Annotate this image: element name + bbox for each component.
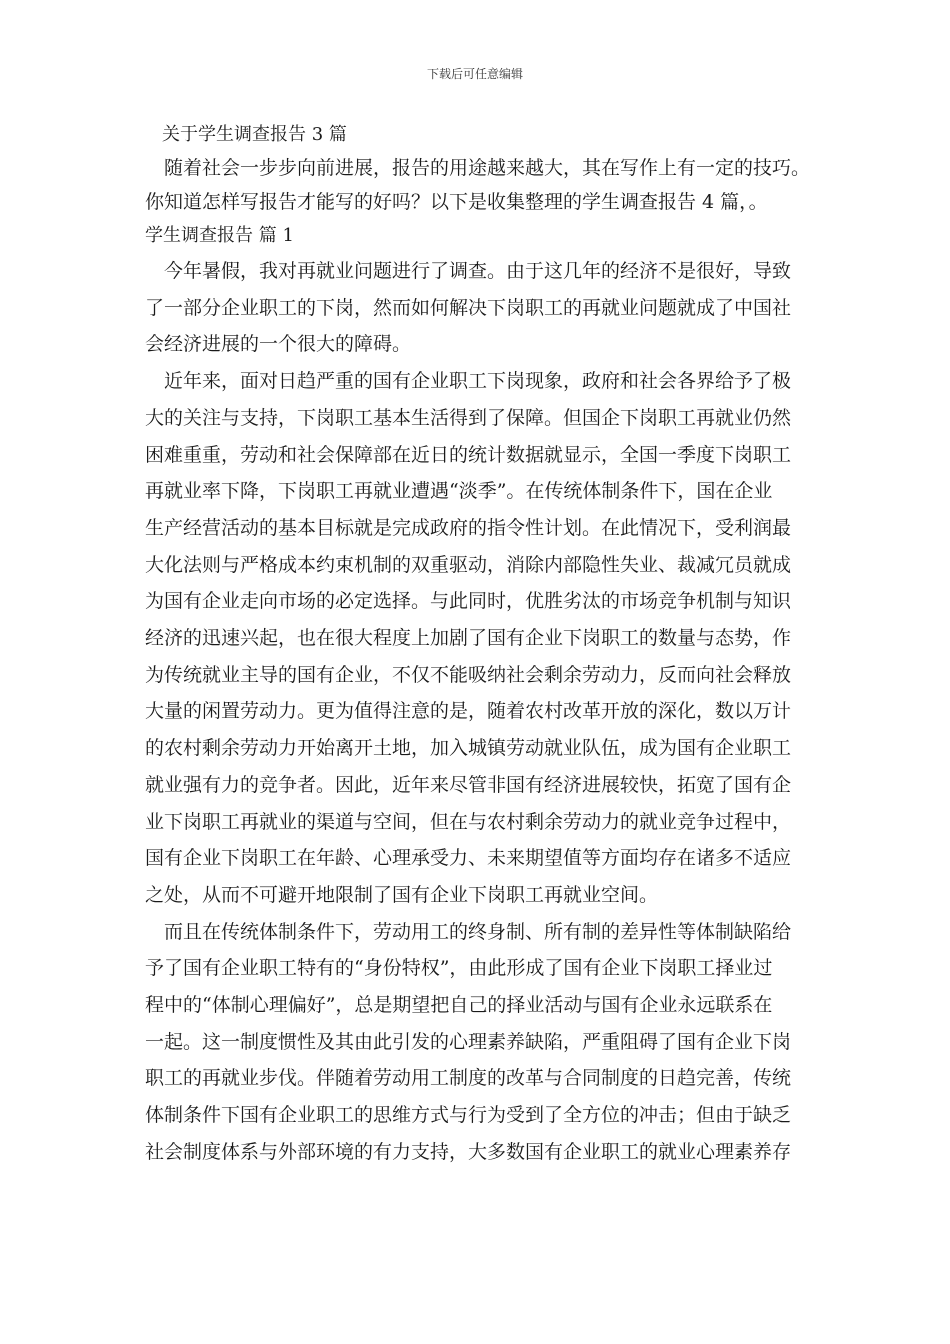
section-heading: 学生调查报告 篇 1 <box>145 225 294 246</box>
body-paragraph-2: 近年来，面对日趋严重的国有企业职工下岗现象，政府和社会各界给予了极 大的关注与支持，下岗职工基本生活得到了保障。但国企下岗职工再就业仍然 困难重重，劳动和社会保障部在近日的统计数据就显示，全国一季度下岗职工 再就业率下降，下岗职工再就业遭遇“淡季”。在传统体制条件下，国在企业 生产经营活动的基本目标就是完成政府的指令性计划。在此情况下，受利润最 大化法则与严格成本约束机制的双重驱动，消除内部隐性失业、裁减冗员就成 为国有企业走向市场的必定选择。与此同时，优胜劣汰的市场竞争机制与知识 经济的迅速兴起，也在很大程度上加剧了国有企业下岗职工的数量与态势，作 为传统就业主导的国有企业，不仅不能吸纳社会剩余劳动力，反而向社会释放 大量的闲置劳动力。更为值得注意的是，随着农村改革开放的深化，数以万计 的农村剩余劳动力开始离开土地，加入城镇劳动就业队伍，成为国有企业职工 就业强有力的竞争者。因此，近年来尽管非国有经济进展较快，拓宽了国有企 业下岗职工再就业的渠道与空间，但在与农村剩余劳动力的就业竞争过程中， 国有企业下岗职工在年龄、心理承受力、未来期望值等方面均存在诸多不适应 之处，从而不可避开地限制了国有企业下岗职工再就业空间。 <box>145 370 792 906</box>
page-header-note: 下载后可任意编辑 <box>426 67 523 81</box>
body-paragraph-1: 今年暑假，我对再就业问题进行了调查。由于这几年的经济不是很好，导致 了一部分企业职工的下岗，然而如何解决下岗职工的再就业问题就成了中国社 会经济进展的一个很大的障碍。 <box>145 260 792 356</box>
document-body <box>145 118 825 1171</box>
body-paragraph-3: 而且在传统体制条件下，劳动用工的终身制、所有制的差异性等体制缺陷给 予了国有企业职工特有的“身份特权”，由此形成了国有企业下岗职工择业过 程中的“体制心理偏好”，总是期望把自己的择业活动与国有企业永远联系在 一起。这一制度惯性及其由此引发的心理素养缺陷，严重阻碍了国有企业下岗 职工的再就业步伐。伴随着劳动用工制度的改革与合同制度的日趋完善，传统 体制条件下国有企业职工的思维方式与行为受到了全方位的冲击；但由于缺乏 社会制度体系与外部环境的有力支持，大多数国有企业职工的就业心理素养存 <box>145 920 792 1163</box>
document-title: 关于学生调查报告 3 篇 <box>162 124 347 145</box>
intro-paragraph: 随着社会一步步向前进展，报告的用途越来越大，其在写作上有一定的技巧。 你知道怎样写报告才能写的好吗？以下是收集整理的学生调查报告 4 篇，。 <box>145 157 811 213</box>
